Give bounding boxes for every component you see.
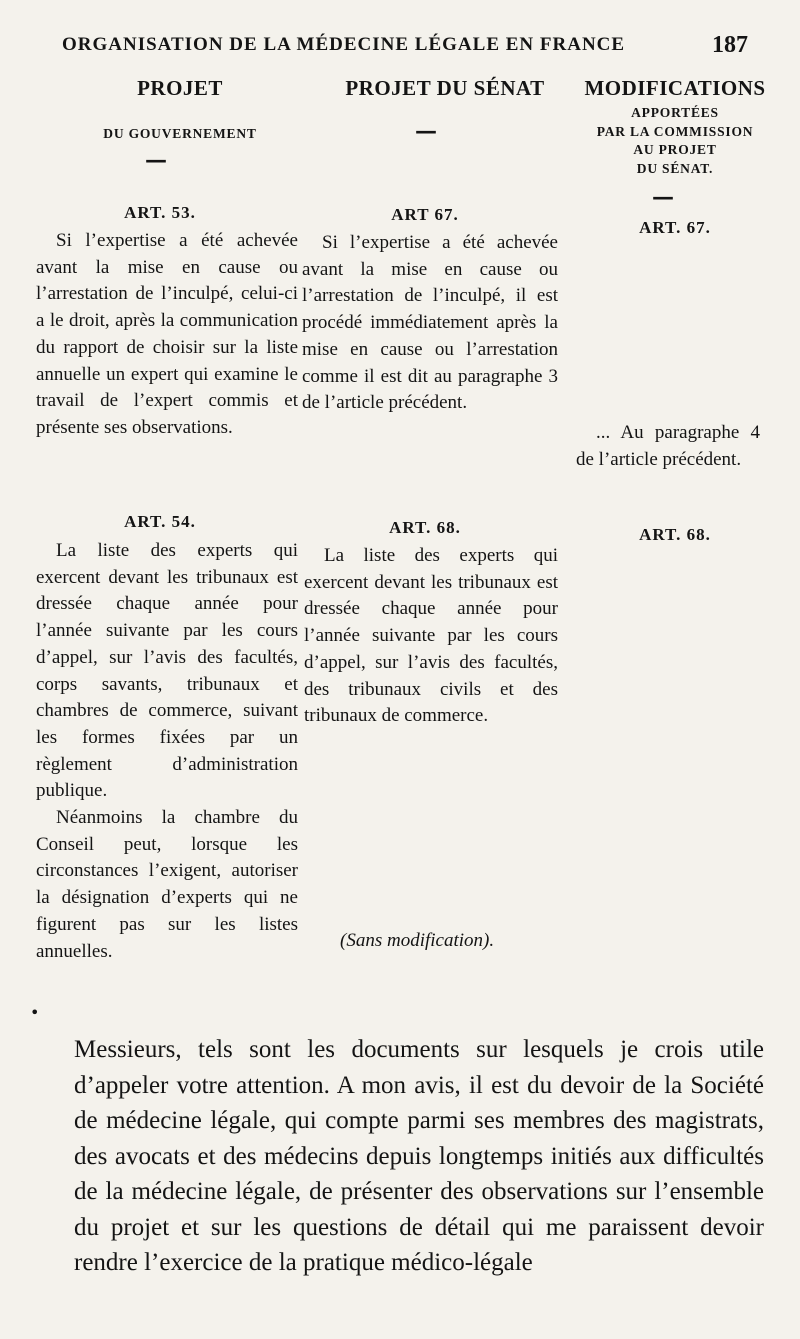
column-heading-senat: PROJET DU SÉNAT <box>345 76 545 100</box>
column-dash-senat: — <box>415 118 437 144</box>
article-label-67: ART 67. <box>391 205 459 224</box>
column-senat-art68 <box>304 543 558 730</box>
body-paragraph-text: Messieurs, tels sont les documents sur lesquels je crois utile d’appeler votre attention. A mon avis, il est du devoir de la Société de médecine légale, qui compte parmi ses membres des magistrats, des avocats et des médecins depuis longtemps initiés aux difficultés de la médecine légale, de présenter des observations sur l’ensemble du projet et sur les questions de détail qui me paraissent devoir rendre l’exercice de la pratique médico-légale <box>74 1036 764 1276</box>
modifications-sub-3: AU PROJET <box>633 142 717 157</box>
page-number: 187 <box>712 32 748 58</box>
modifications-art67-text-block <box>576 420 760 473</box>
column-dash-modifications: — <box>652 184 674 210</box>
article-label-68: ART. 68. <box>389 518 461 537</box>
column-subheading-gouvernement: DU GOUVERNEMENT <box>103 126 257 141</box>
modifications-sub-2: PAR LA COMMISSION <box>596 123 754 139</box>
article-label-54: ART. 54. <box>124 512 196 531</box>
running-head <box>62 34 762 56</box>
column-dash-gouvernement: — <box>145 147 167 173</box>
modifications-sub-1: APPORTÉES <box>631 105 719 120</box>
article-54-text-b: Néanmoins la chambre du Conseil peut, lorsque les circonstances l’exigent, autoriser la désignation d’experts qui ne figurent pas sur les listes annuelles. <box>36 807 298 962</box>
article-54-text: La liste des experts qui exercent devant les tribunaux est dressée chaque année pour l’année suivante par les cours d’appel, sur l’avis des facultés, corps savants, tribunaux et chambres de commerce, suivant les formes fixées par un règlement d’administration publique. <box>36 540 298 802</box>
article-label-53: ART. 53. <box>124 203 196 222</box>
column-heading-gouvernement: PROJET <box>137 76 223 100</box>
column-gouvernement-art54 <box>36 538 298 965</box>
article-67-text: Si l’expertise a été achevée avant la mise en cause ou l’arrestation de l’inculpé, il est procédé immédiatement après la mise en cause ou l’arrestation comme il est dit au paragraphe 3 de l’article précédent. <box>302 232 558 414</box>
modifications-article-label-67: ART. 67. <box>639 218 711 237</box>
modifications-article-label-68: ART. 68. <box>639 525 711 544</box>
column-senat-art67 <box>302 230 558 417</box>
sans-modification-note: (Sans modification). <box>340 930 495 951</box>
column-subheading-modifications <box>575 104 775 178</box>
column-heading-modifications: MODIFICATIONS <box>584 76 766 100</box>
margin-mark: • <box>30 1003 40 1022</box>
modifications-sub-4: DU SÉNAT. <box>636 160 714 176</box>
body-paragraph <box>74 1032 764 1281</box>
modifications-article-67-text: ... Au paragraphe 4 de l’article précédent. <box>576 422 760 470</box>
column-gouvernement-art53 <box>36 228 298 442</box>
article-53-text: Si l’expertise a été achevée avant la mise en cause ou l’arrestation de l’inculpé, celui-ci a le droit, après la communication du rapport de choisir sur la liste annuelle un expert qui examine le travail de l’expert commis et présente ses observations. <box>36 230 298 438</box>
article-68-text: La liste des experts qui exercent devant les tribunaux est dressée chaque année pour l’année suivante par les cours d’appel, sur l’avis des facultés, des tribunaux civils et des tribunaux de commerce. <box>304 545 558 727</box>
running-head-title: ORGANISATION DE LA MÉDECINE LÉGALE EN FRANCE <box>62 34 626 55</box>
